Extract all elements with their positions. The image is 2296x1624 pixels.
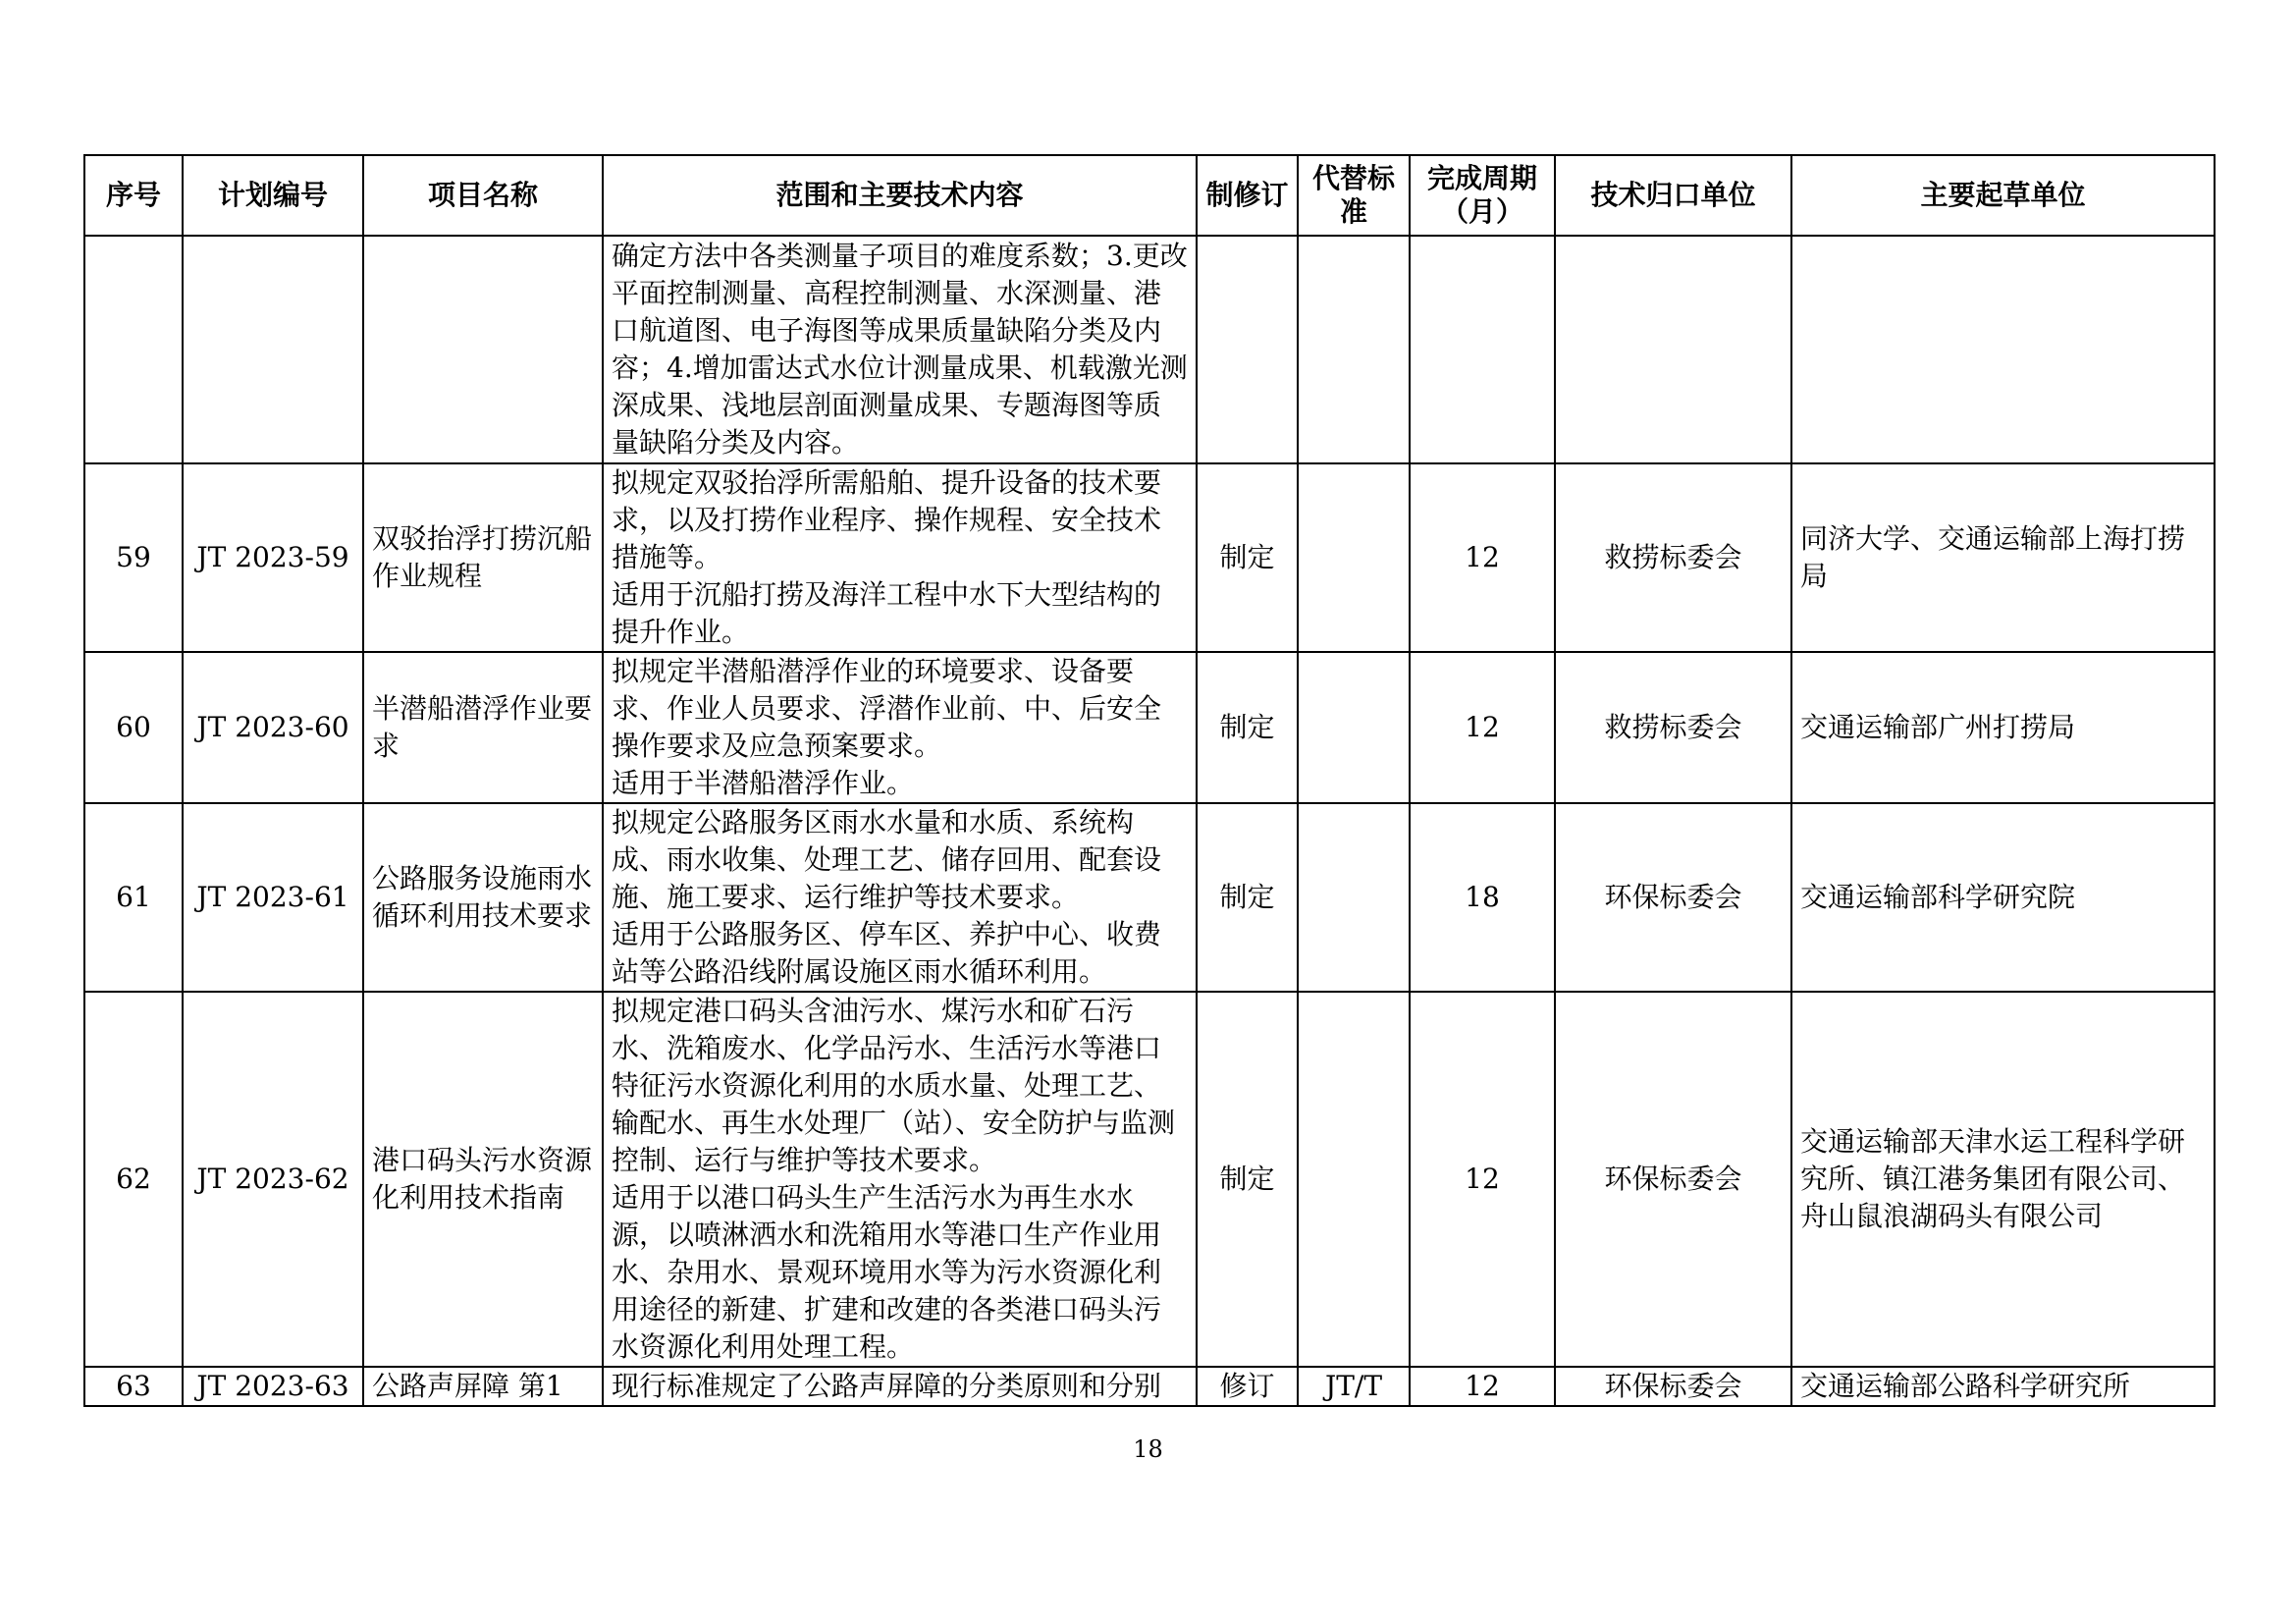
cell-type	[1197, 236, 1298, 463]
cell-plan-no: JT 2023-63	[183, 1367, 363, 1406]
cell-type: 制定	[1197, 803, 1298, 992]
standards-plan-table	[83, 154, 2216, 1407]
cell-drafter: 交通运输部广州打捞局	[1791, 652, 2215, 803]
table-row	[84, 992, 2215, 1367]
scope-paragraph: 拟规定半潜船潜浮作业的环境要求、设备要求、作业人员要求、浮潜作业前、中、后安全操作要求及应急预案要求。	[612, 655, 1162, 762]
scope-paragraph: 拟规定公路服务区雨水水量和水质、系统构成、雨水收集、处理工艺、储存回用、配套设施、施工要求、运行维护等技术要求。	[612, 806, 1162, 913]
cell-seq: 60	[84, 652, 183, 803]
cell-plan-no	[183, 236, 363, 463]
cell-dept: 环保标委会	[1555, 992, 1791, 1367]
cell-replace	[1298, 463, 1410, 652]
cell-plan-no: JT 2023-60	[183, 652, 363, 803]
cell-scope	[603, 236, 1197, 463]
cell-name: 港口码头污水资源化利用技术指南	[363, 992, 603, 1367]
table-row	[84, 652, 2215, 803]
cell-dept: 环保标委会	[1555, 1367, 1791, 1406]
cell-drafter: 交通运输部科学研究院	[1791, 803, 2215, 992]
cell-type: 制定	[1197, 992, 1298, 1367]
header-name: 项目名称	[363, 155, 603, 236]
cell-type: 制定	[1197, 652, 1298, 803]
scope-paragraph: 适用于半潜船潜浮作业。	[612, 767, 915, 799]
cell-name	[363, 236, 603, 463]
cell-seq: 59	[84, 463, 183, 652]
cell-dept	[1555, 236, 1791, 463]
cell-dept: 救捞标委会	[1555, 652, 1791, 803]
cell-scope	[603, 992, 1197, 1367]
page-number: 18	[1133, 1435, 1163, 1463]
header-plan-no: 计划编号	[183, 155, 363, 236]
scope-paragraph: 拟规定双驳抬浮所需船舶、提升设备的技术要求，以及打捞作业程序、操作规程、安全技术措施等。	[612, 466, 1162, 573]
cell-name: 公路服务设施雨水循环利用技术要求	[363, 803, 603, 992]
cell-replace	[1298, 236, 1410, 463]
cell-drafter	[1791, 236, 2215, 463]
scope-paragraph: 现行标准规定了公路声屏障的分类原则和分别	[612, 1370, 1162, 1402]
cell-type: 制定	[1197, 463, 1298, 652]
cell-drafter: 同济大学、交通运输部上海打捞局	[1791, 463, 2215, 652]
cell-drafter: 交通运输部天津水运工程科学研究所、镇江港务集团有限公司、舟山鼠浪湖码头有限公司	[1791, 992, 2215, 1367]
cell-dept: 救捞标委会	[1555, 463, 1791, 652]
cell-name: 双驳抬浮打捞沉船作业规程	[363, 463, 603, 652]
scope-paragraph: 拟规定港口码头含油污水、煤污水和矿石污水、洗箱废水、化学品污水、生活污水等港口特征污水资源化利用的水质水量、处理工艺、输配水、再生水处理厂（站）、安全防护与监测控制、运行与维护等技术要求。	[612, 995, 1176, 1176]
table-row	[84, 236, 2215, 463]
cell-drafter: 交通运输部公路科学研究所	[1791, 1367, 2215, 1406]
cell-replace	[1298, 992, 1410, 1367]
cell-period: 18	[1410, 803, 1555, 992]
table-row	[84, 803, 2215, 992]
cell-plan-no: JT 2023-61	[183, 803, 363, 992]
scope-paragraph: 确定方法中各类测量子项目的难度系数；3.更改平面控制测量、高程控制测量、水深测量、港口航道图、电子海图等成果质量缺陷分类及内容；4.增加雷达式水位计测量成果、机载激光测深成果、浅地层剖面测量成果、专题海图等质量缺陷分类及内容。	[612, 240, 1188, 459]
cell-replace	[1298, 803, 1410, 992]
scope-paragraph: 适用于公路服务区、停车区、养护中心、收费站等公路沿线附属设施区雨水循环利用。	[612, 918, 1162, 988]
cell-replace	[1298, 652, 1410, 803]
cell-scope	[603, 652, 1197, 803]
cell-period: 12	[1410, 463, 1555, 652]
header-scope: 范围和主要技术内容	[603, 155, 1197, 236]
cell-replace: JT/T	[1298, 1367, 1410, 1406]
cell-type: 修订	[1197, 1367, 1298, 1406]
cell-period	[1410, 236, 1555, 463]
header-drafter: 主要起草单位	[1791, 155, 2215, 236]
header-type: 制修订	[1197, 155, 1298, 236]
cell-period: 12	[1410, 992, 1555, 1367]
header-row	[84, 155, 2215, 236]
cell-plan-no: JT 2023-62	[183, 992, 363, 1367]
cell-name: 公路声屏障 第1	[363, 1367, 603, 1406]
scope-paragraph: 适用于沉船打捞及海洋工程中水下大型结构的提升作业。	[612, 578, 1162, 648]
cell-scope	[603, 1367, 1197, 1406]
header-seq: 序号	[84, 155, 183, 236]
scope-paragraph: 适用于以港口码头生产生活污水为再生水水源，以喷淋洒水和洗箱用水等港口生产作业用水、杂用水、景观环境用水等为污水资源化利用途径的新建、扩建和改建的各类港口码头污水资源化利用处理工程。	[612, 1181, 1162, 1363]
cell-plan-no: JT 2023-59	[183, 463, 363, 652]
cell-seq: 61	[84, 803, 183, 992]
header-dept: 技术归口单位	[1555, 155, 1791, 236]
table-row	[84, 1367, 2215, 1406]
cell-period: 12	[1410, 1367, 1555, 1406]
cell-scope	[603, 463, 1197, 652]
table-body	[84, 236, 2215, 1406]
header-period: 完成周期（月）	[1410, 155, 1555, 236]
cell-scope	[603, 803, 1197, 992]
cell-period: 12	[1410, 652, 1555, 803]
header-replace: 代替标准	[1298, 155, 1410, 236]
cell-name: 半潜船潜浮作业要求	[363, 652, 603, 803]
table-row	[84, 463, 2215, 652]
cell-seq: 63	[84, 1367, 183, 1406]
cell-seq	[84, 236, 183, 463]
cell-dept: 环保标委会	[1555, 803, 1791, 992]
cell-seq: 62	[84, 992, 183, 1367]
